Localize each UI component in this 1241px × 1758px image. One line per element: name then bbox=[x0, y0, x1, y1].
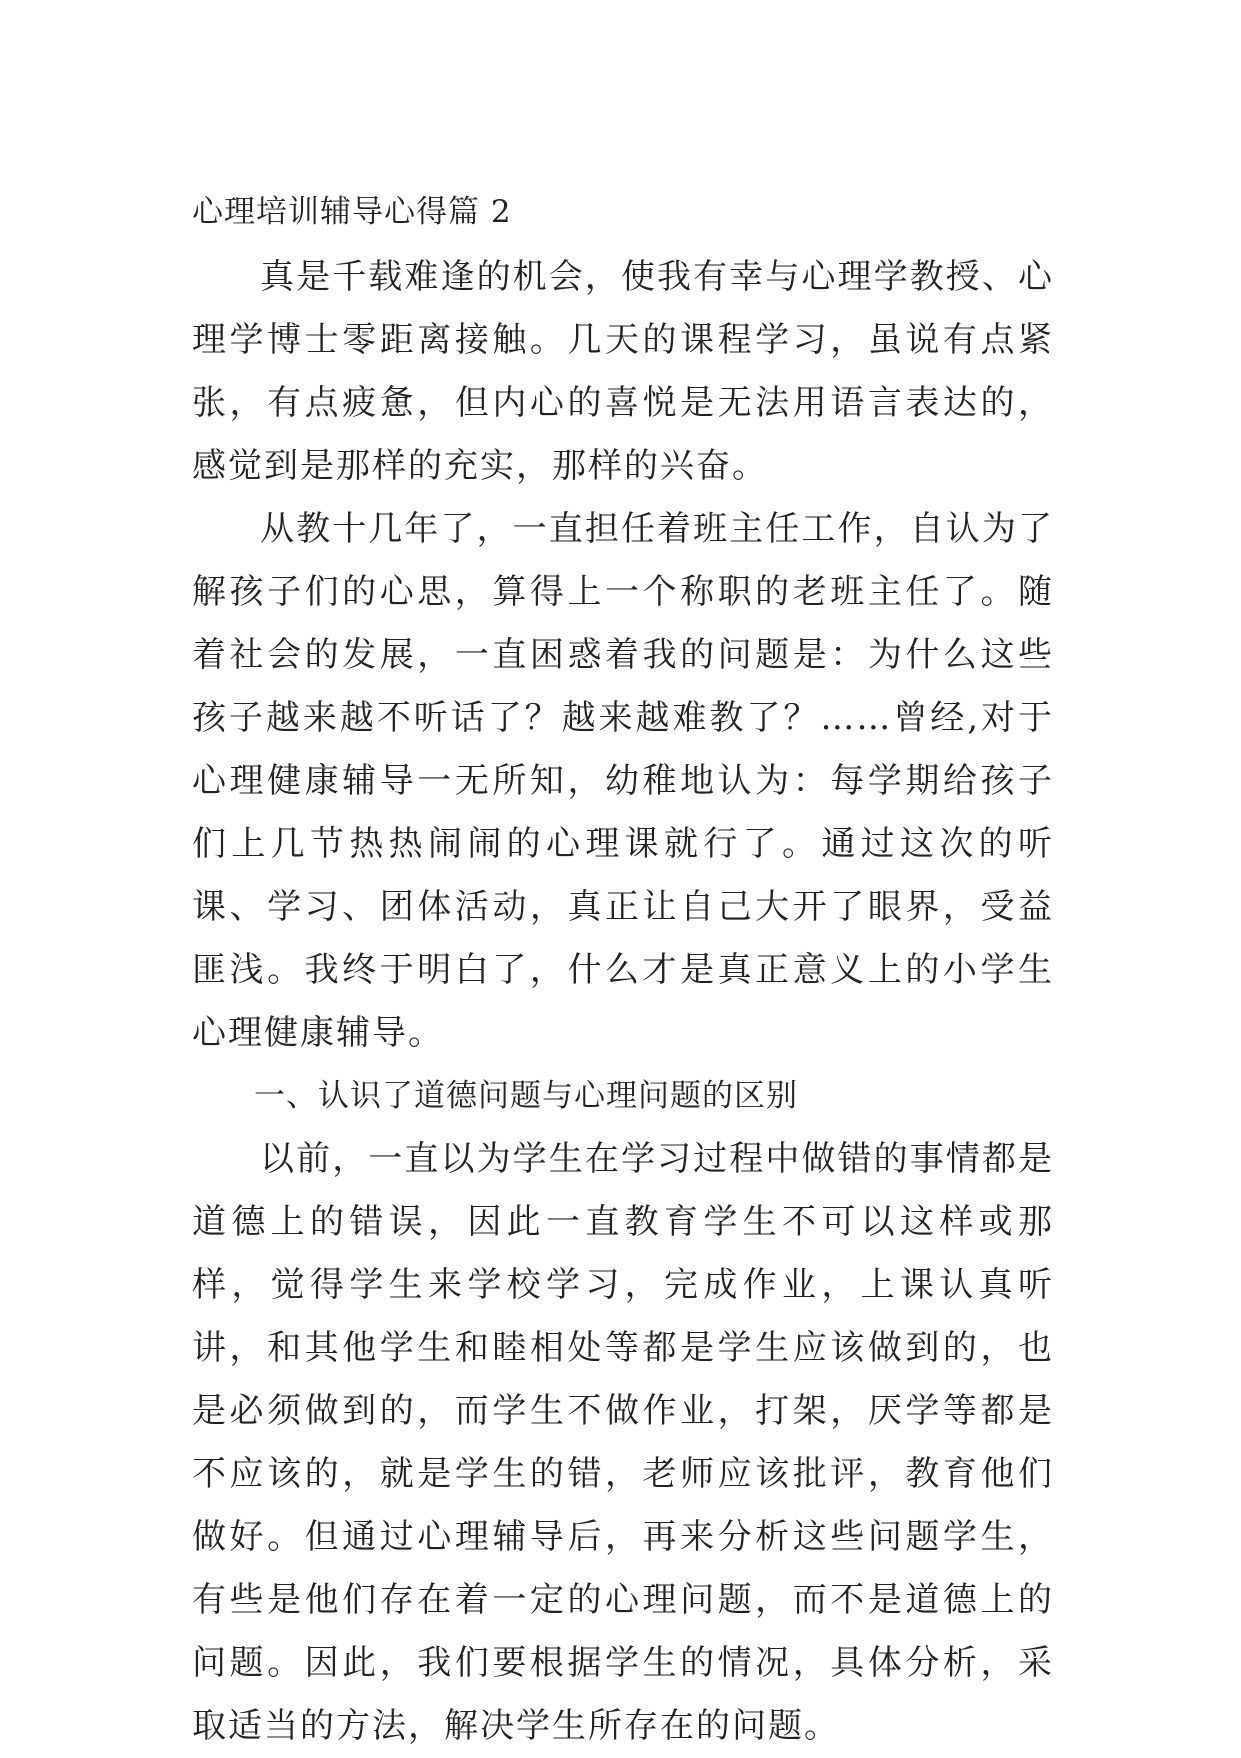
paragraph-section-body: 以前，一直以为学生在学习过程中做错的事情都是道德上的错误，因此一直教育学生不可以这样或那样，觉得学生来学校学习，完成作业，上课认真听讲，和其他学生和睦相处等都是学生应该做到的，也是必须做到的，而学生不做作业，打架，厌学等都是不应该的，就是学生的错，老师应该批评，教育他们做好。但通过心理辅导后，再来分析这些问题学生，有些是他们存在着一定的心理问题，而不是道德上的问题。因此，我们要根据学生的情况，具体分析，采取适当的方法，解决学生所存在的问题。 bbox=[192, 1139, 1054, 1746]
document-body bbox=[192, 186, 1054, 1758]
document-title: 心理培训辅导心得篇 2 bbox=[192, 194, 512, 230]
paragraph-teaching-experience: 从教十几年了，一直担任着班主任工作，自认为了解孩子们的心思，算得上一个称职的老班主任了。随着社会的发展，一直困惑着我的问题是：为什么这些孩子越来越不听话了？越来越难教了？……曾经,对于心理健康辅导一无所知，幼稚地认为：每学期给孩子们上几节热热闹闹的心理课就行了。通过这次的听课、学习、团体活动，真正让自己大开了眼界，受益匪浅。我终于明白了，什么才是真正意义上的小学生心理健康辅导。 bbox=[192, 509, 1054, 1053]
section-heading: 一、认识了道德问题与心理问题的区别 bbox=[254, 1078, 798, 1114]
paragraph-intro: 真是千载难逢的机会，使我有幸与心理学教授、心理学博士零距离接触。几天的课程学习，虽说有点紧张，有点疲惫，但内心的喜悦是无法用语言表达的，感觉到是那样的充实，那样的兴奋。 bbox=[192, 257, 1054, 486]
